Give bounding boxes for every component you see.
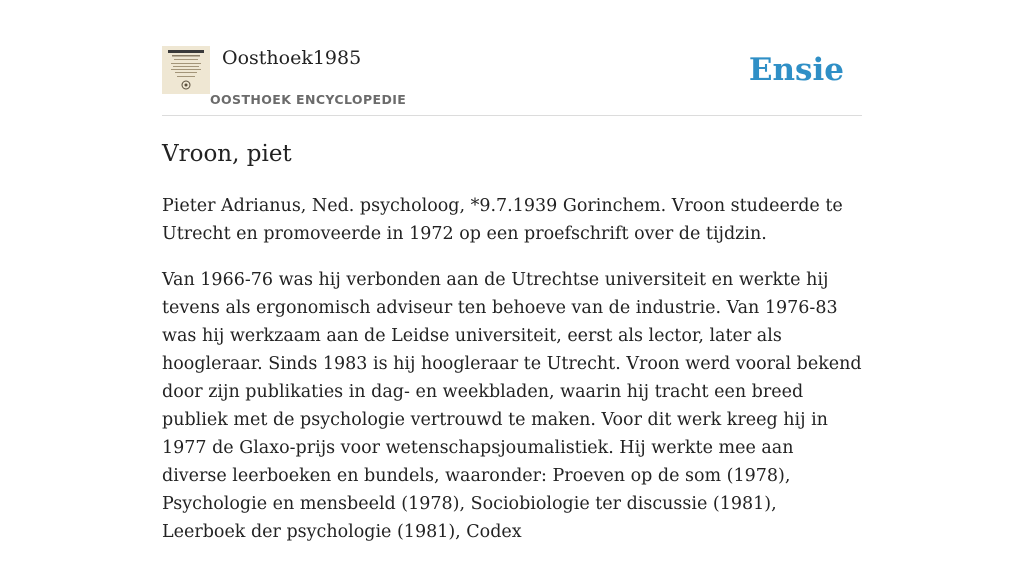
source-label: OOSTHOEK ENCYCLOPEDIE <box>210 92 407 107</box>
article-body <box>162 192 862 564</box>
avatar[interactable] <box>162 46 210 94</box>
encyclopedia-title-page-icon <box>162 46 210 94</box>
brand-logo[interactable]: Ensie <box>748 52 844 88</box>
article-header <box>162 44 862 116</box>
username[interactable]: Oosthoek1985 <box>222 47 362 69</box>
paragraph: Pieter Adrianus, Ned. psycholoog, *9.7.1939 Gorinchem. Vroon studeerde te Utrecht en promoveerde in 1972 op een proefschrift over de tijdzin. <box>162 196 843 244</box>
page-title: Vroon, piet <box>162 141 292 167</box>
paragraph: Van 1966-76 was hij verbonden aan de Utrechtse universiteit en werkte hij tevens als ergonomisch adviseur ten behoeve van de industrie. Van 1976-83 was hij werkzaam aan de Leidse universiteit, eerst als lector, later als hoogleraar. Sinds 1983 is hij hoogleraar te Utrecht. Vroon werd vooral bekend door zijn publikaties in dag- en weekbladen, waarin hij tracht een breed publiek met de psychologie vertrouwd te maken. Voor dit werk kreeg hij in 1977 de Glaxo-prijs voor wetenschapsjoumalistiek. Hij werkte mee aan diverse leerboeken en bundels, waaronder: Proeven op de som (1978), Psychologie en mensbeeld (1978), Sociobiologie ter discussie (1981), Leerboek der psychologie (1981), Codex <box>162 270 862 542</box>
